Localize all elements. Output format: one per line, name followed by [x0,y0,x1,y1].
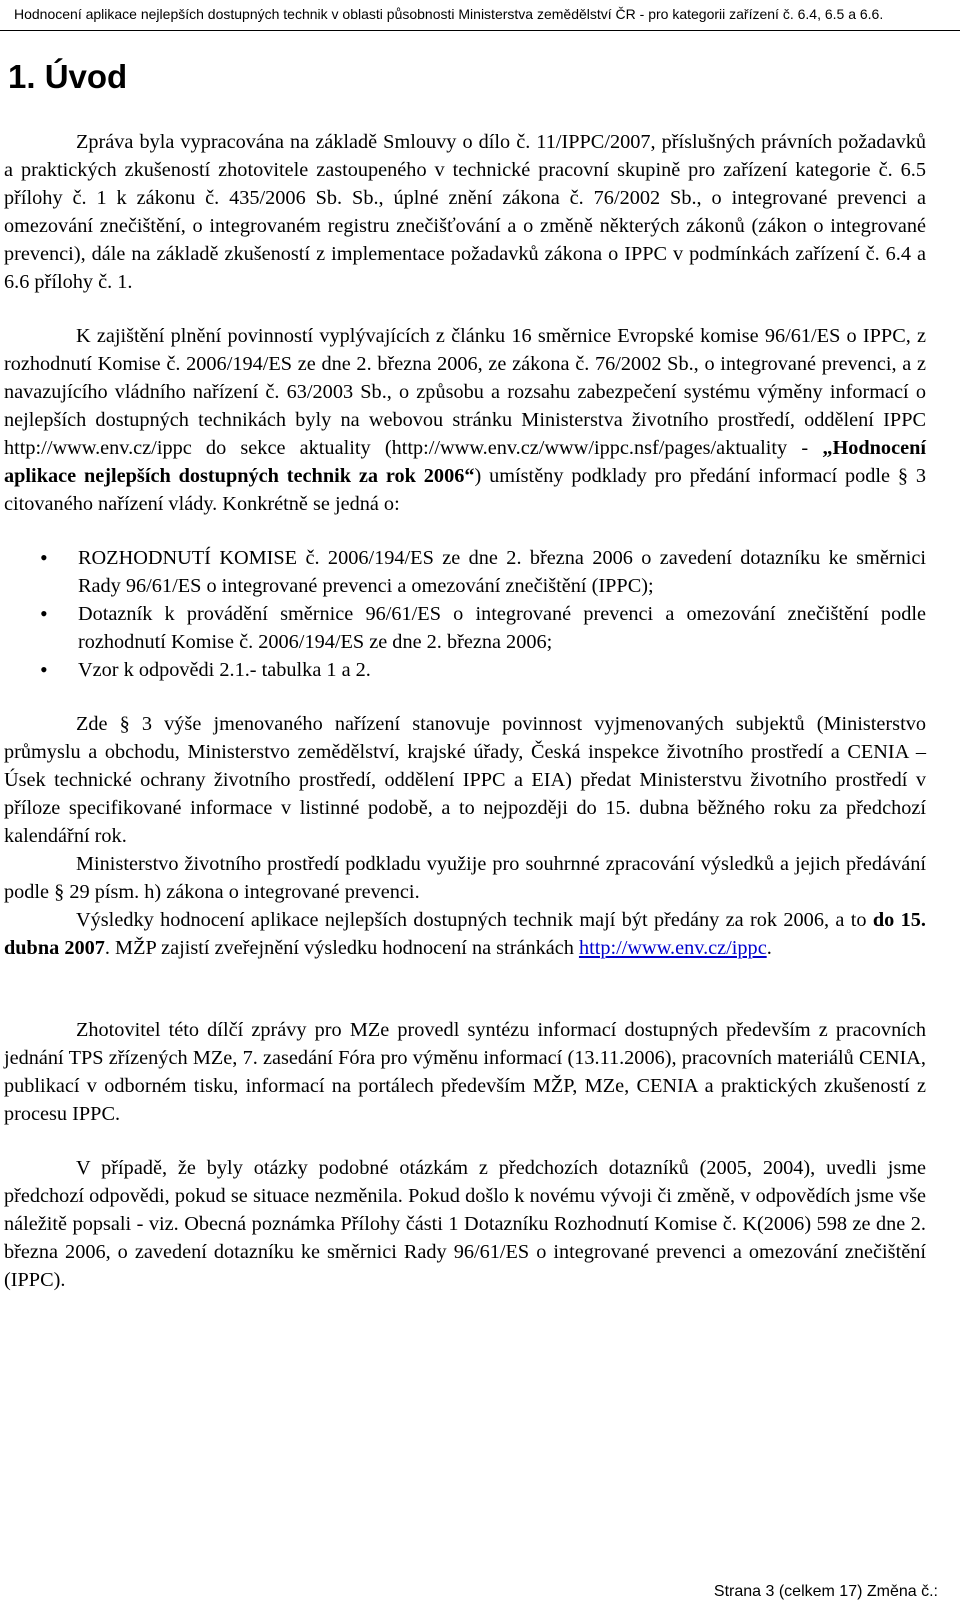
paragraph-obligations [4,322,926,518]
spacer [4,684,926,710]
bullet-item: • Dotazník k provádění směrnice 96/61/ES o integrované prevenci a omezování znečištění podle rozhodnutí Komise č. 2006/194/ES ze dne 2. března 2006; [4,600,926,656]
ippc-link[interactable]: http://www.env.cz/ippc [578,937,767,959]
bullet-list [4,544,926,684]
spacer [4,962,926,1016]
paragraph-ministry: Ministerstvo životního prostředí podkladu využije pro souhrnné zpracování výsledků a jejich předávání podle § 29 písm. h) zákona o integrované prevenci. [4,853,926,903]
section-title: 1. Úvod [8,58,128,95]
paragraph-obligations-text-end: ) umístěny podklady pro předání informací podle § 3 citovaného nařízení vlády. Konkrétně se jedná o: [4,465,926,515]
paragraph-results [4,906,926,962]
paragraph-results-deadline: do 15. dubna 2007 [4,909,926,959]
paragraph-regulation: Zde § 3 výše jmenovaného nařízení stanovuje povinnost vyjmenovaných subjektů (Ministerstvo průmyslu a obchodu, Ministerstvo zemědělství, krajské úřady, Česká inspekce životního prostředí a CENIA – Úsek technické ochrany životního prostředí, oddělení IPPC a EIA) předat Ministerstvu životního prostředí v příloze specifikované informace v listinné podobě, a to nejpozději do 15. dubna běžného roku za předchozí kalendářní rok. [4,713,926,847]
paragraph-results-text: Výsledky hodnocení aplikace nejlepších dostupných technik mají být předány za rok 2006, a to [76,909,873,931]
paragraph-synthesis: Zhotovitel této dílčí zprávy pro MZe provedl syntézu informací dostupných především z pracovních jednání TPS zřízených MZe, 7. zasedání Fóra pro výměnu informací (13.11.2006), pracovních materiálů CENIA, publikací v odborném tisku, informací na portálech především MŽP, MZe, CENIA a praktických zkušeností z procesu IPPC. [4,1019,926,1125]
spacer [4,518,926,544]
document-body [4,128,926,1294]
page-footer: Strana 3 (celkem 17) Změna č.: [713,1583,938,1600]
bullet-item: • Vzor k odpovědi 2.1.- tabulka 1 a 2. [4,656,926,684]
spacer [4,296,926,322]
paragraph-intro: Zpráva byla vypracována na základě Smlouvy o dílo č. 11/IPPC/2007, příslušných právních požadavků a praktických zkušeností zhotovitele zastoupeného v technické pracovní skupině pro zařízení kategorie č. 6.5 přílohy č. 1 k zákonu č. 435/2006 Sb. Sb., úplné znění zákona č. 76/2002 Sb., o integrované prevenci a omezování znečištění, o integrovaném registru znečišťování a o změně některých zákonů (zákon o integrované prevenci), dále na základě zkušeností z implementace požadavků zákona o IPPC v podmínkách zařízení č. 6.4 a 6.6 přílohy č. 1. [4,131,926,293]
paragraph-previous-answers: V případě, že byly otázky podobné otázkám z předchozích dotazníků (2005, 2004), uvedli jsme předchozí odpovědi, pokud se situace nezměnila. Pokud došlo k novému vývoji či změně, v odpovědích jsme vše náležitě popsali - viz. Obecná poznámka Přílohy části 1 Dotazníku Rozhodnutí Komise č. K(2006) 598 ze dne 2. března 2006, o zavedení dotazníku ke směrnici Rady 96/61/ES o integrované prevenci a omezování znečištění (IPPC). [4,1157,926,1291]
paragraph-obligations-text: K zajištění plnění povinností vyplývajících z článku 16 směrnice Evropské komise 96/61/ES o IPPC, z rozhodnutí Komise č. 2006/194/ES ze dne 2. března 2006, ze zákona č. 76/2002 Sb., o integrované prevenci, a z navazujícího vládního nařízení č. 63/2003 Sb., o způsobu a rozsahu zabezpečení systému výměny informací o nejlepších dostupných technikách byly na webovou stránku Ministerstva životního prostředí, oddělení IPPC http://www.env.cz/ippc do sekce aktuality (http://www.env.cz/www/ippc.nsf/pages/aktuality - [4,325,926,459]
spacer [4,1128,926,1154]
bullet-item: • ROZHODNUTÍ KOMISE č. 2006/194/ES ze dne 2. března 2006 o zavedení dotazníku ke směrnici Rady 96/61/ES o integrované prevenci a omezování znečištění (IPPC); [4,544,926,600]
running-header [0,0,960,31]
paragraph-results-end: . [766,937,772,959]
running-header-text: Hodnocení aplikace nejlepších dostupných technik v oblasti působnosti Ministerstva zemědělství ČR - pro kategorii zařízení č. 6.4, 6.5 a 6.6. [14,6,884,22]
paragraph-results-text-mid: . MŽP zajistí zveřejnění výsledku hodnocení na stránkách [104,937,579,959]
paragraph-obligations-bold-title: „Hodnocení aplikace nejlepších dostupných technik za rok 2006“ [4,437,926,487]
